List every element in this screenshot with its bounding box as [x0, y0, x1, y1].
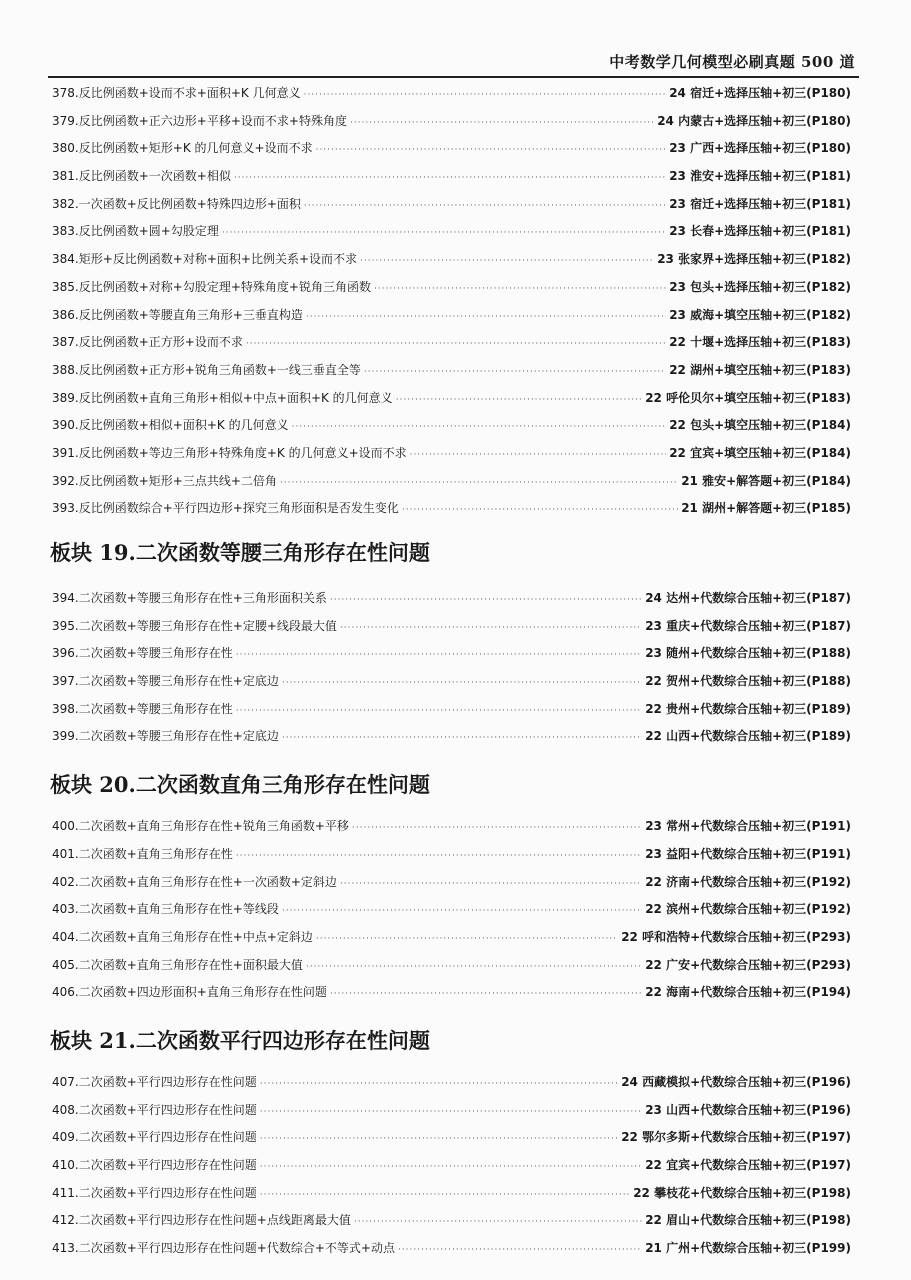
entry-source: 24 宿迁+选择压轴+初三(P180): [669, 86, 851, 100]
dot-leader: [354, 1209, 642, 1237]
toc-entry[interactable]: [52, 1097, 851, 1125]
entry-title: 394.二次函数+等腰三角形存在性+三角形面积关系: [52, 591, 327, 605]
entry-source: 23 威海+填空压轴+初三(P182): [669, 307, 851, 322]
entry-source: 22 广安+代数综合压轴+初三(P293): [645, 957, 851, 972]
entry-source: 23 山西+代数综合压轴+初三(P196): [645, 1102, 851, 1117]
toc-entry[interactable]: [52, 613, 851, 641]
entry-title: 392.反比例函数+矩形+三点共线+二倍角: [52, 473, 277, 488]
toc-entry[interactable]: [52, 302, 851, 330]
entry-title: 400.二次函数+直角三角形存在性+锐角三角函数+平移: [52, 819, 349, 834]
dot-leader: [350, 110, 654, 138]
toc-entry[interactable]: [52, 1069, 851, 1097]
entry-title: 390.反比例函数+相似+面积+K 的几何意义: [52, 418, 289, 433]
entry-title: 398.二次函数+等腰三角形存在性: [52, 701, 233, 716]
entry-source: 22 湖州+填空压轴+初三(P183): [669, 362, 851, 377]
dot-leader: [352, 815, 642, 843]
toc-entry[interactable]: [52, 869, 851, 897]
dot-leader: [282, 725, 642, 753]
dot-leader: [330, 587, 642, 615]
entry-title: 382.一次函数+反比例函数+特殊四边形+面积: [52, 196, 301, 211]
dot-leader: [282, 898, 642, 926]
entry-source: 23 广西+选择压轴+初三(P180): [669, 141, 851, 156]
toc-entry[interactable]: [52, 924, 851, 952]
dot-leader: [304, 193, 666, 221]
entry-title: 389.反比例函数+直角三角形+相似+中点+面积+K 的几何意义: [52, 390, 393, 405]
dot-leader: [398, 1237, 642, 1265]
dot-leader: [236, 698, 642, 726]
entry-title: 399.二次函数+等腰三角形存在性+定底边: [52, 729, 279, 744]
section-heading: 板块 20.二次函数直角三角形存在性问题: [50, 772, 430, 798]
dot-leader: [364, 359, 666, 387]
entry-title: 407.二次函数+平行四边形存在性问题: [52, 1074, 257, 1089]
entry-title: 384.矩形+反比例函数+对称+面积+比例关系+设而不求: [52, 252, 357, 267]
entry-title: 408.二次函数+平行四边形存在性问题: [52, 1102, 257, 1117]
toc-entry[interactable]: [52, 668, 851, 696]
section-heading: 板块 21.二次函数平行四边形存在性问题: [50, 1027, 430, 1053]
toc-entry[interactable]: [52, 274, 851, 302]
entry-source: 21 湖州+解答题+初三(P185): [681, 501, 851, 516]
table-of-contents: [52, 80, 851, 1263]
entry-title: 413.二次函数+平行四边形存在性问题+代数综合+不等式+动点: [52, 1241, 395, 1256]
toc-entry[interactable]: [52, 163, 851, 191]
entry-title: 396.二次函数+等腰三角形存在性: [52, 646, 233, 661]
entry-title: 379.反比例函数+正六边形+平移+设而不求+特殊角度: [52, 113, 347, 128]
toc-entry[interactable]: [52, 135, 851, 163]
entry-source: 23 宿迁+选择压轴+初三(P181): [669, 196, 851, 211]
entry-title: 391.反比例函数+等边三角形+特殊角度+K 的几何意义+设而不求: [52, 445, 407, 460]
entry-source: 23 常州+代数综合压轴+初三(P191): [645, 819, 851, 834]
entry-title: 381.反比例函数+一次函数+相似: [52, 169, 231, 184]
dot-leader: [360, 248, 654, 276]
toc-entry[interactable]: [52, 468, 851, 496]
toc-entry[interactable]: [52, 329, 851, 357]
entry-source: 23 张家界+选择压轴+初三(P182): [657, 252, 851, 267]
dot-leader: [316, 137, 667, 165]
dot-leader: [260, 1126, 618, 1154]
entry-title: 395.二次函数+等腰三角形存在性+定腰+线段最大值: [52, 618, 337, 633]
dot-leader: [396, 387, 643, 415]
entry-source: 23 包头+选择压轴+初三(P182): [669, 279, 851, 294]
entry-title: 378.反比例函数+设而不求+面积+K 几何意义: [52, 86, 301, 100]
toc-entry[interactable]: [52, 440, 851, 468]
entry-title: 404.二次函数+直角三角形存在性+中点+定斜边: [52, 929, 313, 944]
toc-entry[interactable]: [52, 385, 851, 413]
entry-source: 22 宜宾+代数综合压轴+初三(P197): [645, 1158, 851, 1172]
entry-source: 22 海南+代数综合压轴+初三(P194): [645, 985, 851, 1000]
entry-source: 22 宜宾+填空压轴+初三(P184): [669, 445, 851, 460]
toc-entry[interactable]: [52, 979, 851, 1007]
toc-entry[interactable]: [52, 813, 851, 841]
toc-entry[interactable]: [52, 357, 851, 385]
dot-leader: [410, 442, 667, 470]
dot-leader: [292, 414, 667, 442]
toc-entry[interactable]: [52, 896, 851, 924]
entry-title: 405.二次函数+直角三角形存在性+面积最大值: [52, 957, 303, 972]
dot-leader: [260, 1154, 642, 1182]
entry-title: 411.二次函数+平行四边形存在性问题: [52, 1185, 257, 1200]
entry-title: 387.反比例函数+正方形+设而不求: [52, 335, 243, 350]
dot-leader: [340, 871, 642, 899]
dot-leader: [330, 981, 642, 1009]
entry-source: 22 贺州+代数综合压轴+初三(P188): [645, 674, 851, 689]
dot-leader: [304, 82, 667, 110]
entry-source: 22 攀枝花+代数综合压轴+初三(P198): [633, 1185, 851, 1200]
dot-leader: [340, 615, 642, 643]
entry-title: 397.二次函数+等腰三角形存在性+定底边: [52, 674, 279, 689]
entry-source: 22 鄂尔多斯+代数综合压轴+初三(P197): [621, 1130, 851, 1145]
entry-title: 406.二次函数+四边形面积+直角三角形存在性问题: [52, 985, 327, 1000]
entry-source: 21 广州+代数综合压轴+初三(P199): [645, 1241, 851, 1256]
toc-entry[interactable]: [52, 1207, 851, 1235]
entry-source: 22 呼伦贝尔+填空压轴+初三(P183): [645, 390, 851, 405]
dot-leader: [316, 926, 618, 954]
dot-leader: [260, 1182, 630, 1210]
toc-entry[interactable]: [52, 1124, 851, 1152]
entry-source: 21 雅安+解答题+初三(P184): [681, 473, 851, 488]
entry-source: 23 益阳+代数综合压轴+初三(P191): [645, 846, 851, 861]
entry-title: 388.反比例函数+正方形+锐角三角函数+一线三垂直全等: [52, 362, 361, 377]
dot-leader: [306, 954, 642, 982]
entry-source: 22 滨州+代数综合压轴+初三(P192): [645, 902, 851, 917]
entry-title: 403.二次函数+直角三角形存在性+等线段: [52, 902, 279, 917]
entry-source: 24 内蒙古+选择压轴+初三(P180): [657, 113, 851, 128]
toc-entry[interactable]: [52, 108, 851, 136]
toc-entry[interactable]: [52, 191, 851, 219]
entry-source: 22 十堰+选择压轴+初三(P183): [669, 335, 851, 350]
entry-title: 402.二次函数+直角三角形存在性+一次函数+定斜边: [52, 874, 337, 889]
entry-source: 22 山西+代数综合压轴+初三(P189): [645, 729, 851, 744]
entry-source: 23 随州+代数综合压轴+初三(P188): [645, 646, 851, 661]
entry-source: 23 重庆+代数综合压轴+初三(P187): [645, 618, 851, 633]
entry-title: 386.反比例函数+等腰直角三角形+三垂直构造: [52, 307, 303, 322]
entry-source: 22 济南+代数综合压轴+初三(P192): [645, 874, 851, 889]
toc-entry[interactable]: [52, 1235, 851, 1263]
dot-leader: [280, 470, 678, 498]
dot-leader: [236, 843, 642, 871]
book-title: 中考数学几何模型必刷真题 500 道: [609, 53, 855, 71]
toc-entry[interactable]: [52, 495, 851, 523]
toc-entry[interactable]: [52, 412, 851, 440]
entry-title: 380.反比例函数+矩形+K 的几何意义+设而不求: [52, 141, 313, 156]
entry-source: 22 呼和浩特+代数综合压轴+初三(P293): [621, 929, 851, 944]
dot-leader: [246, 331, 666, 359]
dot-leader: [260, 1071, 618, 1099]
entry-source: 23 长春+选择压轴+初三(P181): [669, 224, 851, 239]
entry-source: 22 包头+填空压轴+初三(P184): [669, 418, 851, 433]
page-header: [48, 40, 859, 78]
dot-leader: [306, 304, 666, 332]
entry-source: 24 西藏模拟+代数综合压轴+初三(P196): [621, 1074, 851, 1089]
toc-entry[interactable]: [52, 1180, 851, 1208]
entry-source: 23 淮安+选择压轴+初三(P181): [669, 169, 851, 184]
entry-title: 409.二次函数+平行四边形存在性问题: [52, 1130, 257, 1145]
entry-source: 22 贵州+代数综合压轴+初三(P189): [645, 701, 851, 716]
entry-title: 383.反比例函数+圆+勾股定理: [52, 224, 219, 239]
toc-entry[interactable]: [52, 585, 851, 613]
dot-leader: [282, 670, 642, 698]
toc-entry[interactable]: [52, 952, 851, 980]
toc-entry[interactable]: [52, 1152, 851, 1180]
entry-source: 22 眉山+代数综合压轴+初三(P198): [645, 1213, 851, 1228]
toc-entry[interactable]: [52, 246, 851, 274]
section-heading: 板块 19.二次函数等腰三角形存在性问题: [50, 540, 430, 565]
dot-leader: [374, 276, 666, 304]
entry-title: 393.反比例函数综合+平行四边形+探究三角形面积是否发生变化: [52, 501, 399, 516]
toc-entry[interactable]: [52, 841, 851, 869]
toc-entry[interactable]: [52, 218, 851, 246]
dot-leader: [260, 1099, 642, 1127]
dot-leader: [222, 220, 666, 248]
dot-leader: [236, 642, 642, 670]
entry-title: 385.反比例函数+对称+勾股定理+特殊角度+锐角三角函数: [52, 279, 371, 294]
toc-entry[interactable]: [52, 640, 851, 668]
toc-entry[interactable]: [52, 80, 851, 108]
entry-title: 410.二次函数+平行四边形存在性问题: [52, 1158, 257, 1172]
entry-source: 24 达州+代数综合压轴+初三(P187): [645, 591, 851, 605]
dot-leader: [402, 497, 678, 525]
toc-entry[interactable]: [52, 723, 851, 751]
dot-leader: [234, 165, 666, 193]
entry-title: 401.二次函数+直角三角形存在性: [52, 846, 233, 861]
entry-title: 412.二次函数+平行四边形存在性问题+点线距离最大值: [52, 1213, 351, 1228]
toc-entry[interactable]: [52, 696, 851, 724]
